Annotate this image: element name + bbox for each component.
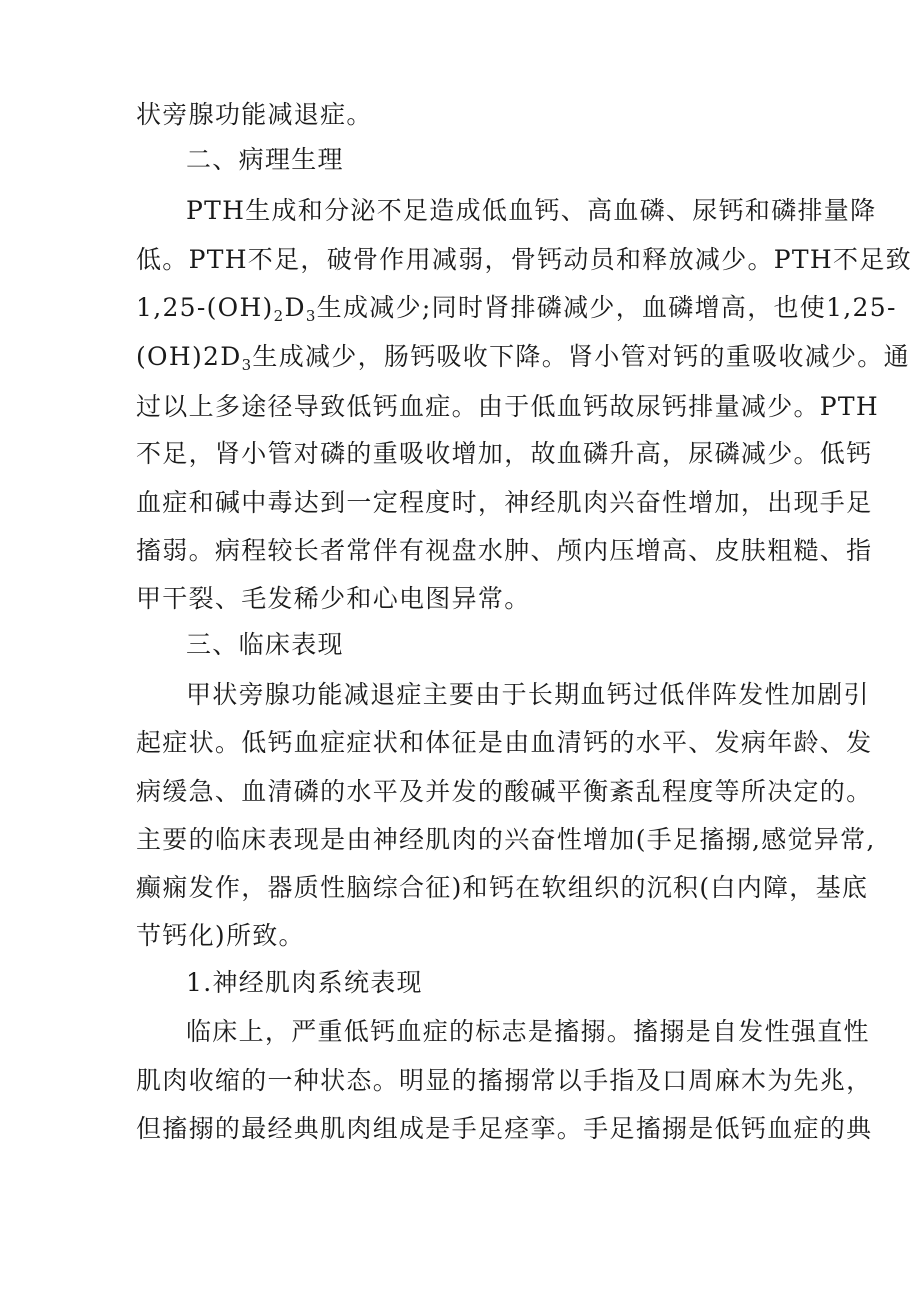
paragraph-line: 起症状。低钙血症症状和体征是由血清钙的水平、发病年龄、发 [136, 728, 873, 757]
paragraph-line: 状旁腺功能减退症。 [136, 100, 373, 129]
subscript: 2 [273, 307, 285, 325]
paragraph-line: 低。PTH不足，破骨作用减弱，骨钙动员和释放减少。PTH不足致 [136, 245, 912, 274]
section-heading-clinical: 三、临床表现 [186, 630, 344, 659]
paragraph-line: 甲状旁腺功能减退症主要由于长期血钙过低伴阵发性加剧引 [186, 680, 870, 709]
paragraph-line: 不足，肾小管对磷的重吸收增加，故血磷升高，尿磷减少。低钙 [136, 439, 873, 468]
paragraph-line: 临床上，严重低钙血症的标志是搐搦。搐搦是自发性强直性 [186, 1017, 870, 1046]
paragraph-text: 生成减少;同时肾排磷减少，血磷增高，也使1,25- [316, 293, 897, 322]
paragraph-line-formula [136, 293, 897, 323]
paragraph-line: 血症和碱中毒达到一定程度时，神经肌肉兴奋性增加，出现手足 [136, 488, 873, 517]
paragraph-line: 主要的临床表现是由神经肌肉的兴奋性增加(手足搐搦,感觉异常, [136, 825, 876, 854]
paragraph-line: 甲干裂、毛发稀少和心电图异常。 [136, 584, 531, 613]
formula-text: (OH)2D [136, 342, 242, 371]
paragraph-text: 生成减少，肠钙吸收下降。肾小管对钙的重吸收减少。通 [252, 342, 910, 371]
formula-text: 1,25-(OH) [136, 293, 274, 322]
subscript: 3 [305, 307, 317, 325]
paragraph-line: 病缓急、血清磷的水平及并发的酸碱平衡紊乱程度等所决定的。 [136, 777, 873, 806]
paragraph-line: 癫痫发作，器质性脑综合征)和钙在软组织的沉积(白内障，基底 [136, 873, 869, 902]
paragraph-line: 搐弱。病程较长者常伴有视盘水肿、颅内压增高、皮肤粗糙、指 [136, 536, 873, 565]
paragraph-line: 但搐搦的最经典肌肉组成是手足痉挛。手足搐搦是低钙血症的典 [136, 1114, 873, 1143]
paragraph-line: 肌肉收缩的一种状态。明显的搐搦常以手指及口周麻木为先兆， [136, 1066, 873, 1095]
subscript: 3 [241, 356, 253, 374]
paragraph-line: 过以上多途径导致低钙血症。由于低血钙故尿钙排量减少。PTH [136, 392, 879, 421]
formula-text: D [284, 293, 306, 322]
subsection-heading-neuromuscular: 1.神经肌肉系统表现 [186, 968, 423, 997]
paragraph-line-formula [136, 342, 910, 372]
paragraph-line: PTH生成和分泌不足造成低血钙、高血磷、尿钙和磷排量降 [186, 196, 877, 225]
paragraph-line: 节钙化)所致。 [136, 921, 305, 950]
section-heading-pathophysiology: 二、病理生理 [186, 145, 344, 174]
